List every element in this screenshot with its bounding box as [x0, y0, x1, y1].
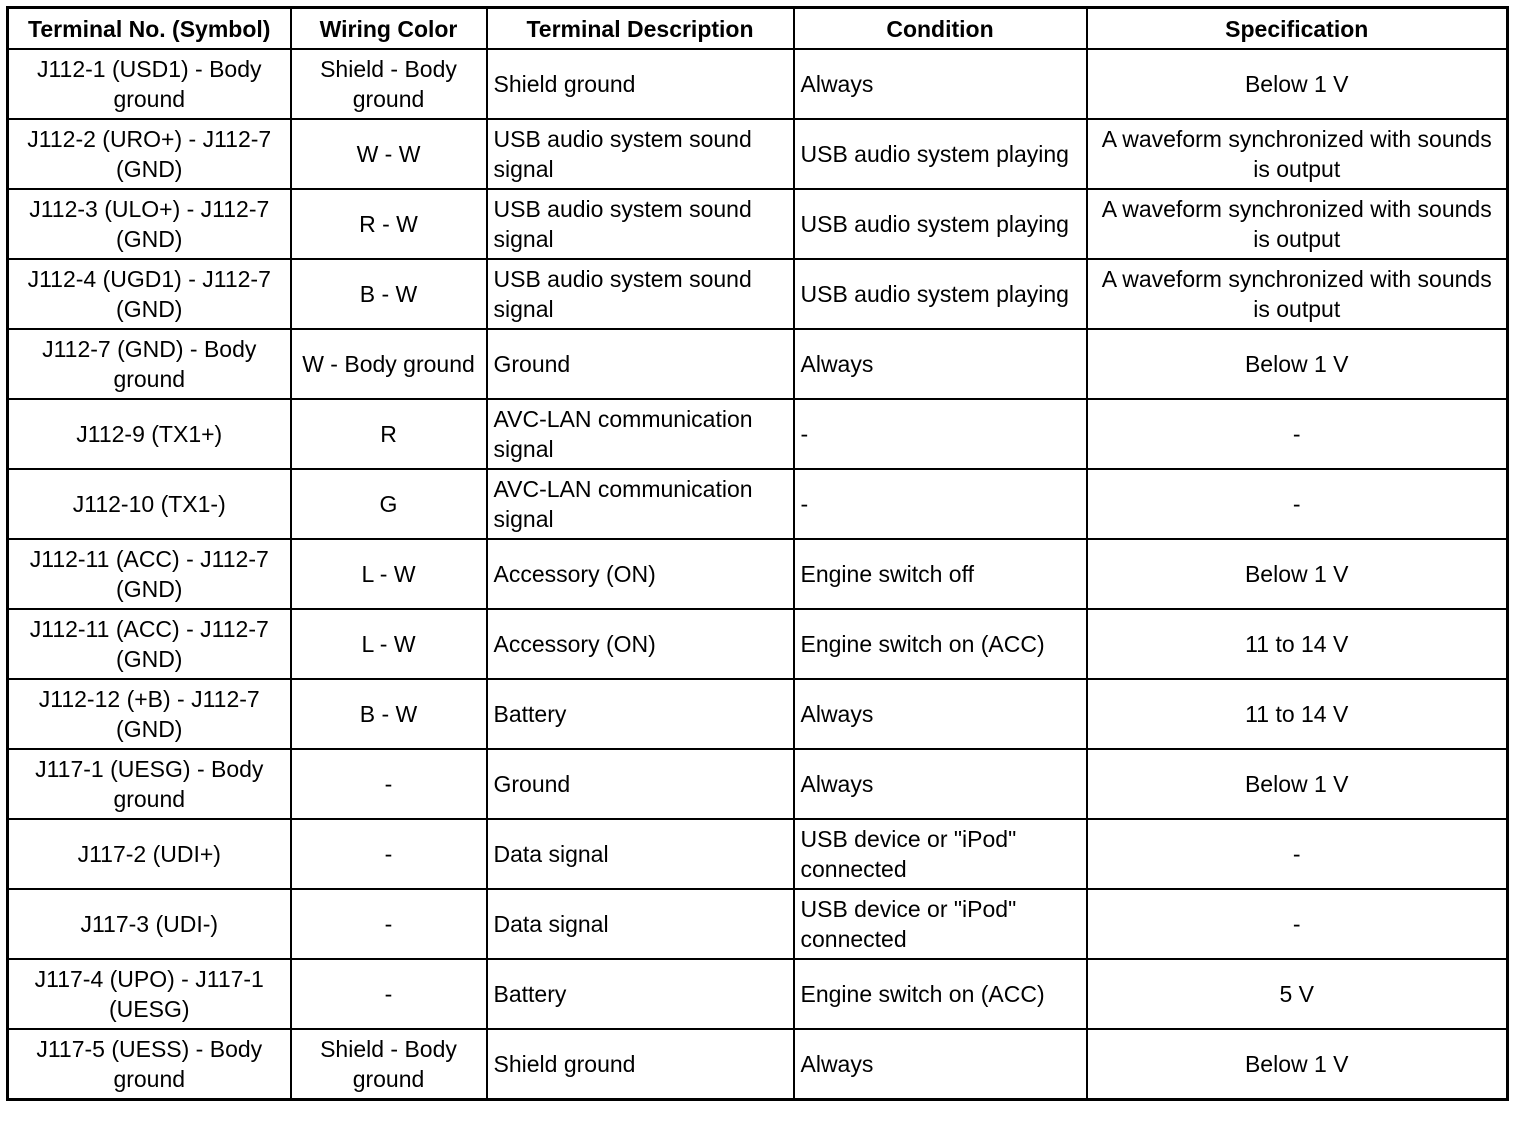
cell-specification: Below 1 V: [1087, 749, 1508, 819]
table-row: [8, 749, 1508, 819]
cell-specification: 11 to 14 V: [1087, 679, 1508, 749]
cell-terminal: J117-1 (UESG) - Body ground: [8, 749, 291, 819]
table-row: [8, 819, 1508, 889]
table-body: [8, 49, 1508, 1100]
cell-specification: A waveform synchronized with sounds is output: [1087, 119, 1508, 189]
cell-wiring-color: W - W: [291, 119, 487, 189]
table-header: [8, 8, 1508, 50]
cell-wiring-color: R - W: [291, 189, 487, 259]
cell-terminal: J117-4 (UPO) - J117-1 (UESG): [8, 959, 291, 1029]
cell-wiring-color: L - W: [291, 539, 487, 609]
cell-terminal: J112-2 (URO+) - J112-7 (GND): [8, 119, 291, 189]
cell-specification: A waveform synchronized with sounds is output: [1087, 259, 1508, 329]
cell-terminal-description: Ground: [487, 329, 794, 399]
cell-terminal-description: Battery: [487, 959, 794, 1029]
cell-specification: Below 1 V: [1087, 49, 1508, 119]
cell-terminal: J112-9 (TX1+): [8, 399, 291, 469]
cell-condition: USB audio system playing: [794, 259, 1087, 329]
cell-terminal-description: Accessory (ON): [487, 539, 794, 609]
header-terminal: Terminal No. (Symbol): [8, 8, 291, 50]
cell-terminal: J112-11 (ACC) - J112-7 (GND): [8, 609, 291, 679]
cell-terminal-description: Battery: [487, 679, 794, 749]
cell-wiring-color: B - W: [291, 679, 487, 749]
cell-wiring-color: G: [291, 469, 487, 539]
cell-terminal: J112-7 (GND) - Body ground: [8, 329, 291, 399]
cell-wiring-color: -: [291, 889, 487, 959]
cell-condition: Always: [794, 329, 1087, 399]
cell-condition: Engine switch on (ACC): [794, 959, 1087, 1029]
table-row: [8, 49, 1508, 119]
cell-specification: 11 to 14 V: [1087, 609, 1508, 679]
cell-wiring-color: -: [291, 819, 487, 889]
cell-specification: A waveform synchronized with sounds is output: [1087, 189, 1508, 259]
cell-terminal-description: Accessory (ON): [487, 609, 794, 679]
cell-terminal: J112-3 (ULO+) - J112-7 (GND): [8, 189, 291, 259]
cell-terminal: J112-4 (UGD1) - J112-7 (GND): [8, 259, 291, 329]
table-row: [8, 119, 1508, 189]
cell-terminal-description: AVC-LAN communication signal: [487, 399, 794, 469]
cell-specification: -: [1087, 399, 1508, 469]
header-terminal-description: Terminal Description: [487, 8, 794, 50]
cell-wiring-color: B - W: [291, 259, 487, 329]
table-row: [8, 959, 1508, 1029]
cell-condition: USB audio system playing: [794, 119, 1087, 189]
cell-specification: Below 1 V: [1087, 329, 1508, 399]
cell-specification: Below 1 V: [1087, 1029, 1508, 1100]
table-row: [8, 679, 1508, 749]
cell-specification: 5 V: [1087, 959, 1508, 1029]
cell-specification: Below 1 V: [1087, 539, 1508, 609]
cell-terminal-description: Ground: [487, 749, 794, 819]
cell-condition: Always: [794, 1029, 1087, 1100]
table-row: [8, 259, 1508, 329]
cell-specification: -: [1087, 469, 1508, 539]
cell-specification: -: [1087, 889, 1508, 959]
table-row: [8, 609, 1508, 679]
table-row: [8, 539, 1508, 609]
cell-condition: Always: [794, 679, 1087, 749]
cell-condition: -: [794, 469, 1087, 539]
cell-terminal: J112-10 (TX1-): [8, 469, 291, 539]
cell-wiring-color: R: [291, 399, 487, 469]
cell-terminal: J112-11 (ACC) - J112-7 (GND): [8, 539, 291, 609]
cell-condition: -: [794, 399, 1087, 469]
table-row: [8, 469, 1508, 539]
cell-wiring-color: -: [291, 749, 487, 819]
header-condition: Condition: [794, 8, 1087, 50]
table-row: [8, 189, 1508, 259]
cell-wiring-color: W - Body ground: [291, 329, 487, 399]
cell-condition: USB audio system playing: [794, 189, 1087, 259]
cell-wiring-color: Shield - Body ground: [291, 49, 487, 119]
cell-terminal-description: USB audio system sound signal: [487, 189, 794, 259]
cell-terminal-description: USB audio system sound signal: [487, 119, 794, 189]
cell-wiring-color: L - W: [291, 609, 487, 679]
cell-terminal-description: AVC-LAN communication signal: [487, 469, 794, 539]
cell-terminal: J117-2 (UDI+): [8, 819, 291, 889]
cell-terminal: J117-5 (UESS) - Body ground: [8, 1029, 291, 1100]
table-row: [8, 889, 1508, 959]
cell-terminal-description: Data signal: [487, 819, 794, 889]
cell-condition: Always: [794, 749, 1087, 819]
cell-terminal: J117-3 (UDI-): [8, 889, 291, 959]
table-row: [8, 399, 1508, 469]
cell-terminal: J112-1 (USD1) - Body ground: [8, 49, 291, 119]
cell-condition: Always: [794, 49, 1087, 119]
table-row: [8, 329, 1508, 399]
cell-terminal-description: Shield ground: [487, 1029, 794, 1100]
cell-terminal-description: Shield ground: [487, 49, 794, 119]
cell-terminal-description: Data signal: [487, 889, 794, 959]
cell-condition: Engine switch off: [794, 539, 1087, 609]
cell-condition: Engine switch on (ACC): [794, 609, 1087, 679]
cell-wiring-color: Shield - Body ground: [291, 1029, 487, 1100]
cell-condition: USB device or "iPod" connected: [794, 889, 1087, 959]
cell-terminal-description: USB audio system sound signal: [487, 259, 794, 329]
terminal-spec-table: [6, 6, 1509, 1101]
cell-wiring-color: -: [291, 959, 487, 1029]
header-specification: Specification: [1087, 8, 1508, 50]
cell-specification: -: [1087, 819, 1508, 889]
cell-condition: USB device or "iPod" connected: [794, 819, 1087, 889]
cell-terminal: J112-12 (+B) - J112-7 (GND): [8, 679, 291, 749]
header-row: [8, 8, 1508, 50]
header-wiring-color: Wiring Color: [291, 8, 487, 50]
table-row: [8, 1029, 1508, 1100]
